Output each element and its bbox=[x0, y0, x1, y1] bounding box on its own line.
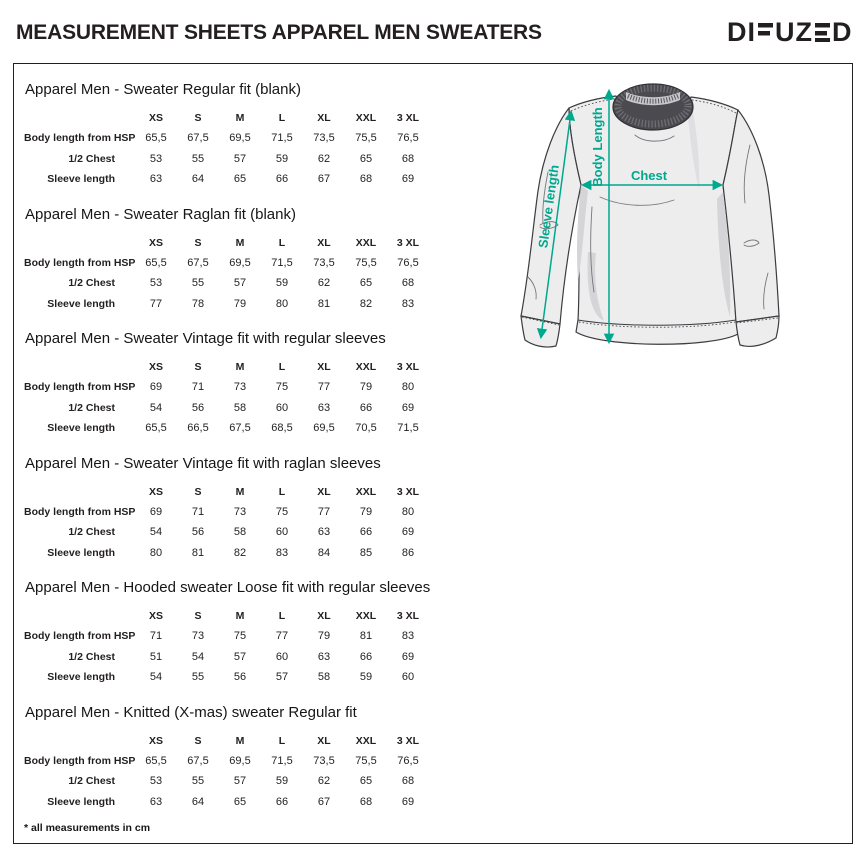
measurement-value: 75,5 bbox=[355, 754, 377, 767]
measurement-table bbox=[24, 80, 454, 190]
measurement-value: 59 bbox=[275, 277, 289, 289]
sleeve-length-label: Sleeve length bbox=[535, 163, 562, 249]
table-title: Apparel Men - Sweater Vintage fit with regular sleeves bbox=[25, 330, 386, 347]
size-column-header: XS bbox=[148, 361, 163, 373]
size-column-header: 3 XL bbox=[396, 236, 420, 249]
measurement-table bbox=[24, 703, 454, 813]
measurement-value: 76,5 bbox=[397, 256, 419, 269]
measurement-value: 65 bbox=[233, 795, 247, 808]
measurement-row-label: Sleeve length bbox=[47, 173, 115, 185]
size-grid bbox=[24, 106, 454, 190]
measurement-table bbox=[24, 329, 454, 439]
measurement-value: 67,5 bbox=[187, 132, 209, 144]
measurement-value: 79 bbox=[317, 630, 331, 642]
measurement-value: 57 bbox=[275, 671, 289, 683]
measurement-value: 73 bbox=[233, 381, 247, 393]
size-column-header: XXL bbox=[355, 485, 377, 498]
measurement-value: 69 bbox=[149, 505, 163, 518]
measurement-value: 71,5 bbox=[271, 132, 293, 144]
table-title: Apparel Men - Hooded sweater Loose fit with regular sleeves bbox=[25, 579, 431, 596]
measurement-row-label: 1/2 Chest bbox=[68, 152, 115, 165]
grid-corner bbox=[24, 604, 135, 625]
measurement-value: 69,5 bbox=[229, 754, 251, 767]
size-column-header: XL bbox=[317, 485, 331, 498]
measurement-value: 73 bbox=[191, 630, 205, 642]
sheet-frame bbox=[13, 63, 853, 844]
measurement-value: 64 bbox=[191, 173, 205, 185]
measurement-value: 54 bbox=[149, 671, 163, 683]
measurement-value: 68 bbox=[359, 795, 373, 808]
measurement-value: 78 bbox=[191, 297, 205, 310]
measurement-value: 66 bbox=[359, 650, 373, 663]
size-column-header: L bbox=[278, 485, 286, 498]
measurement-value: 76,5 bbox=[397, 132, 419, 144]
table-title: Apparel Men - Sweater Regular fit (blank) bbox=[25, 81, 301, 98]
logo-letter: D bbox=[726, 17, 747, 47]
measurement-value: 67,5 bbox=[187, 256, 209, 269]
measurement-value: 58 bbox=[233, 526, 247, 538]
measurement-row-label: 1/2 Chest bbox=[68, 650, 115, 663]
measurement-value: 57 bbox=[233, 650, 247, 663]
measurement-row-label: Body length from HSP bbox=[24, 256, 136, 269]
measurement-value: 58 bbox=[317, 671, 331, 683]
page-title: MEASUREMENT SHEETS APPAREL MEN SWEATERS bbox=[16, 21, 542, 44]
measurement-value: 73,5 bbox=[313, 754, 335, 767]
size-column-header: XXL bbox=[355, 361, 377, 373]
measurement-value: 71 bbox=[149, 630, 163, 642]
logo-glyph-e bbox=[815, 23, 830, 42]
measurement-value: 80 bbox=[401, 381, 415, 393]
measurement-row-label: Body length from HSP bbox=[24, 505, 136, 518]
measurement-value: 65 bbox=[359, 152, 373, 165]
measurement-value: 69 bbox=[401, 795, 415, 808]
measurement-value: 77 bbox=[149, 297, 163, 310]
size-column-header: M bbox=[235, 112, 245, 124]
measurement-value: 79 bbox=[359, 381, 373, 393]
size-column-header: M bbox=[235, 610, 245, 622]
measurement-value: 69 bbox=[401, 526, 415, 538]
measurement-value: 69,5 bbox=[229, 256, 251, 269]
measurement-value: 75 bbox=[233, 630, 247, 642]
measurement-value: 76,5 bbox=[397, 754, 419, 767]
measurement-value: 59 bbox=[275, 775, 289, 787]
measurement-value: 75 bbox=[275, 505, 289, 518]
size-column-header: S bbox=[194, 236, 202, 249]
measurement-table bbox=[24, 205, 454, 315]
size-column-header: 3 XL bbox=[396, 112, 420, 124]
measurement-value: 63 bbox=[149, 795, 163, 808]
size-column-header: XXL bbox=[355, 610, 377, 622]
size-column-header: S bbox=[194, 610, 202, 622]
table-title: Apparel Men - Knitted (X-mas) sweater Regular fit bbox=[25, 703, 357, 721]
measurement-value: 69 bbox=[149, 381, 163, 393]
measurement-value: 55 bbox=[191, 775, 205, 787]
measurement-value: 83 bbox=[275, 546, 289, 559]
size-column-header: XS bbox=[148, 112, 163, 124]
measurement-value: 57 bbox=[233, 277, 247, 289]
measurement-value: 84 bbox=[317, 546, 331, 559]
tables bbox=[24, 80, 454, 827]
measurement-value: 69 bbox=[401, 173, 415, 185]
measurement-row-label: 1/2 Chest bbox=[68, 401, 115, 414]
measurement-value: 71 bbox=[191, 381, 205, 393]
measurement-row-label: 1/2 Chest bbox=[68, 775, 115, 787]
measurement-value: 69 bbox=[401, 401, 415, 414]
grid-corner bbox=[24, 480, 135, 501]
size-grid bbox=[24, 480, 454, 564]
grid-corner bbox=[24, 231, 135, 252]
measurement-row-label: Body length from HSP bbox=[24, 754, 136, 767]
measurement-value: 65,5 bbox=[145, 256, 167, 269]
measurement-value: 54 bbox=[191, 650, 205, 663]
measurement-value: 86 bbox=[401, 546, 415, 559]
measurement-row-label: Sleeve length bbox=[47, 546, 115, 559]
measurement-value: 68 bbox=[401, 277, 415, 289]
measurement-value: 68 bbox=[401, 152, 415, 165]
measurement-value: 69 bbox=[401, 650, 415, 663]
sweater-diagram bbox=[492, 77, 858, 369]
measurement-value: 66 bbox=[275, 173, 289, 185]
measurement-row-label: 1/2 Chest bbox=[68, 526, 115, 538]
logo-glyph-f bbox=[758, 23, 773, 42]
measurement-value: 59 bbox=[359, 671, 373, 683]
grid-corner bbox=[24, 106, 135, 127]
size-column-header: 3 XL bbox=[396, 485, 420, 498]
brand-logo bbox=[726, 19, 852, 47]
logo-letter: I bbox=[747, 17, 755, 47]
logo-letter: D bbox=[832, 17, 852, 47]
measurement-value: 55 bbox=[191, 277, 205, 289]
measurement-value: 56 bbox=[233, 671, 247, 683]
measurement-value: 83 bbox=[401, 630, 415, 642]
size-column-header: S bbox=[194, 485, 202, 498]
size-column-header: XL bbox=[317, 112, 331, 124]
measurement-value: 57 bbox=[233, 775, 247, 787]
logo-letter: Z bbox=[795, 17, 812, 47]
measurement-row-label: Sleeve length bbox=[47, 795, 115, 808]
size-column-header: XL bbox=[317, 361, 331, 373]
measurement-value: 60 bbox=[275, 650, 289, 663]
measurement-value: 82 bbox=[359, 297, 373, 310]
measurement-value: 53 bbox=[149, 152, 163, 165]
measurement-value: 57 bbox=[233, 152, 247, 165]
size-column-header: M bbox=[235, 734, 245, 747]
measurement-value: 77 bbox=[317, 381, 331, 393]
measurement-value: 54 bbox=[149, 401, 163, 414]
measurement-value: 67 bbox=[317, 795, 331, 808]
sweater-right-cuff bbox=[736, 316, 779, 346]
table-title: Apparel Men - Sweater Raglan fit (blank) bbox=[25, 205, 296, 223]
size-column-header: L bbox=[278, 610, 286, 622]
measurement-value: 62 bbox=[317, 277, 331, 289]
measurement-value: 51 bbox=[149, 650, 163, 663]
body-length-label: Body Length bbox=[590, 107, 605, 187]
size-column-header: XS bbox=[148, 236, 163, 249]
size-column-header: XL bbox=[317, 734, 331, 747]
measurement-value: 75 bbox=[275, 381, 289, 393]
measurement-value: 63 bbox=[317, 526, 331, 538]
measurement-value: 65,5 bbox=[145, 132, 167, 144]
measurement-value: 85 bbox=[359, 546, 373, 559]
measurement-value: 77 bbox=[275, 630, 289, 642]
measurement-value: 67 bbox=[317, 173, 331, 185]
size-column-header: S bbox=[194, 734, 202, 747]
size-column-header: XXL bbox=[355, 112, 377, 124]
measurement-value: 65,5 bbox=[145, 422, 167, 434]
table-title: Apparel Men - Sweater Vintage fit with raglan sleeves bbox=[25, 454, 381, 472]
size-column-header: L bbox=[278, 112, 286, 124]
measurement-value: 56 bbox=[191, 401, 205, 414]
size-column-header: XL bbox=[317, 236, 331, 249]
size-column-header: XXL bbox=[355, 236, 377, 249]
size-grid bbox=[24, 231, 454, 315]
size-column-header: XS bbox=[148, 734, 163, 747]
measurement-value: 60 bbox=[275, 401, 289, 414]
measurement-value: 71 bbox=[191, 505, 205, 518]
measurement-value: 68 bbox=[401, 775, 415, 787]
measurement-value: 69,5 bbox=[313, 422, 335, 434]
measurement-value: 66 bbox=[359, 401, 373, 414]
size-column-header: L bbox=[278, 361, 286, 373]
measurement-row-label: Sleeve length bbox=[47, 297, 115, 310]
measurement-value: 65 bbox=[359, 775, 373, 787]
grid-corner bbox=[24, 729, 135, 750]
size-grid bbox=[24, 729, 454, 813]
measurement-value: 65 bbox=[359, 277, 373, 289]
size-column-header: 3 XL bbox=[396, 361, 420, 373]
measurement-value: 63 bbox=[317, 401, 331, 414]
measurement-value: 54 bbox=[149, 526, 163, 538]
measurement-table bbox=[24, 578, 454, 688]
size-column-header: M bbox=[235, 236, 245, 249]
logo-letter: U bbox=[775, 17, 795, 47]
measurement-value: 70,5 bbox=[355, 422, 377, 434]
measurement-value: 55 bbox=[191, 152, 205, 165]
measurement-value: 81 bbox=[191, 546, 205, 559]
measurement-value: 63 bbox=[317, 650, 331, 663]
size-column-header: S bbox=[194, 361, 202, 373]
measurement-value: 65,5 bbox=[145, 754, 167, 767]
size-column-header: L bbox=[278, 734, 286, 747]
measurement-value: 53 bbox=[149, 775, 163, 787]
measurement-value: 79 bbox=[359, 505, 373, 518]
measurement-value: 81 bbox=[317, 297, 331, 310]
measurement-value: 68,5 bbox=[271, 422, 293, 434]
measurement-value: 59 bbox=[275, 152, 289, 165]
measurement-value: 80 bbox=[401, 505, 415, 518]
measurement-row-label: Sleeve length bbox=[47, 422, 115, 434]
size-column-header: XXL bbox=[355, 734, 377, 747]
measurement-value: 67,5 bbox=[187, 754, 209, 767]
size-column-header: L bbox=[278, 236, 286, 249]
size-column-header: XL bbox=[317, 610, 331, 622]
size-column-header: 3 XL bbox=[396, 610, 420, 622]
measurement-value: 71,5 bbox=[397, 422, 419, 434]
collar bbox=[613, 84, 693, 130]
measurement-row-label: Body length from HSP bbox=[24, 630, 136, 642]
measurement-value: 60 bbox=[401, 671, 415, 683]
measurement-value: 66,5 bbox=[187, 422, 209, 434]
footnote: * all measurements in cm bbox=[24, 822, 151, 834]
measurement-value: 55 bbox=[191, 671, 205, 683]
measurement-value: 82 bbox=[233, 546, 247, 559]
measurement-value: 67,5 bbox=[229, 422, 251, 434]
size-column-header: XS bbox=[148, 485, 163, 498]
size-column-header: M bbox=[235, 361, 245, 373]
measurement-row-label: 1/2 Chest bbox=[68, 277, 115, 289]
measurement-value: 71,5 bbox=[271, 754, 293, 767]
chest-label: Chest bbox=[630, 168, 668, 183]
measurement-value: 75,5 bbox=[355, 132, 377, 144]
measurement-value: 68 bbox=[359, 173, 373, 185]
grid-corner bbox=[24, 355, 135, 376]
size-grid bbox=[24, 604, 454, 688]
measurement-value: 64 bbox=[191, 795, 205, 808]
measurement-value: 77 bbox=[317, 505, 331, 518]
measurement-value: 65 bbox=[233, 173, 247, 185]
size-grid bbox=[24, 355, 454, 439]
measurement-value: 79 bbox=[233, 297, 247, 310]
size-column-header: XS bbox=[148, 610, 163, 622]
measurement-table bbox=[24, 454, 454, 564]
measurement-value: 80 bbox=[275, 297, 289, 310]
measurement-value: 75,5 bbox=[355, 256, 377, 269]
measurement-value: 58 bbox=[233, 401, 247, 414]
measurement-value: 69,5 bbox=[229, 132, 251, 144]
measurement-value: 62 bbox=[317, 152, 331, 165]
measurement-value: 62 bbox=[317, 775, 331, 787]
measurement-row-label: Body length from HSP bbox=[24, 381, 136, 393]
measurement-value: 66 bbox=[275, 795, 289, 808]
measurement-value: 73 bbox=[233, 505, 247, 518]
measurement-value: 66 bbox=[359, 526, 373, 538]
measurement-value: 73,5 bbox=[313, 256, 335, 269]
measurement-row-label: Sleeve length bbox=[47, 671, 115, 683]
size-column-header: S bbox=[194, 112, 202, 124]
measurement-value: 73,5 bbox=[313, 132, 335, 144]
measurement-value: 53 bbox=[149, 277, 163, 289]
measurement-row-label: Body length from HSP bbox=[24, 132, 136, 144]
measurement-value: 80 bbox=[149, 546, 163, 559]
measurement-value: 56 bbox=[191, 526, 205, 538]
measurement-value: 60 bbox=[275, 526, 289, 538]
measurement-value: 63 bbox=[149, 173, 163, 185]
measurement-value: 71,5 bbox=[271, 256, 293, 269]
measurement-value: 81 bbox=[359, 630, 373, 642]
size-column-header: M bbox=[235, 485, 245, 498]
measurement-value: 83 bbox=[401, 297, 415, 310]
size-column-header: 3 XL bbox=[396, 734, 420, 747]
